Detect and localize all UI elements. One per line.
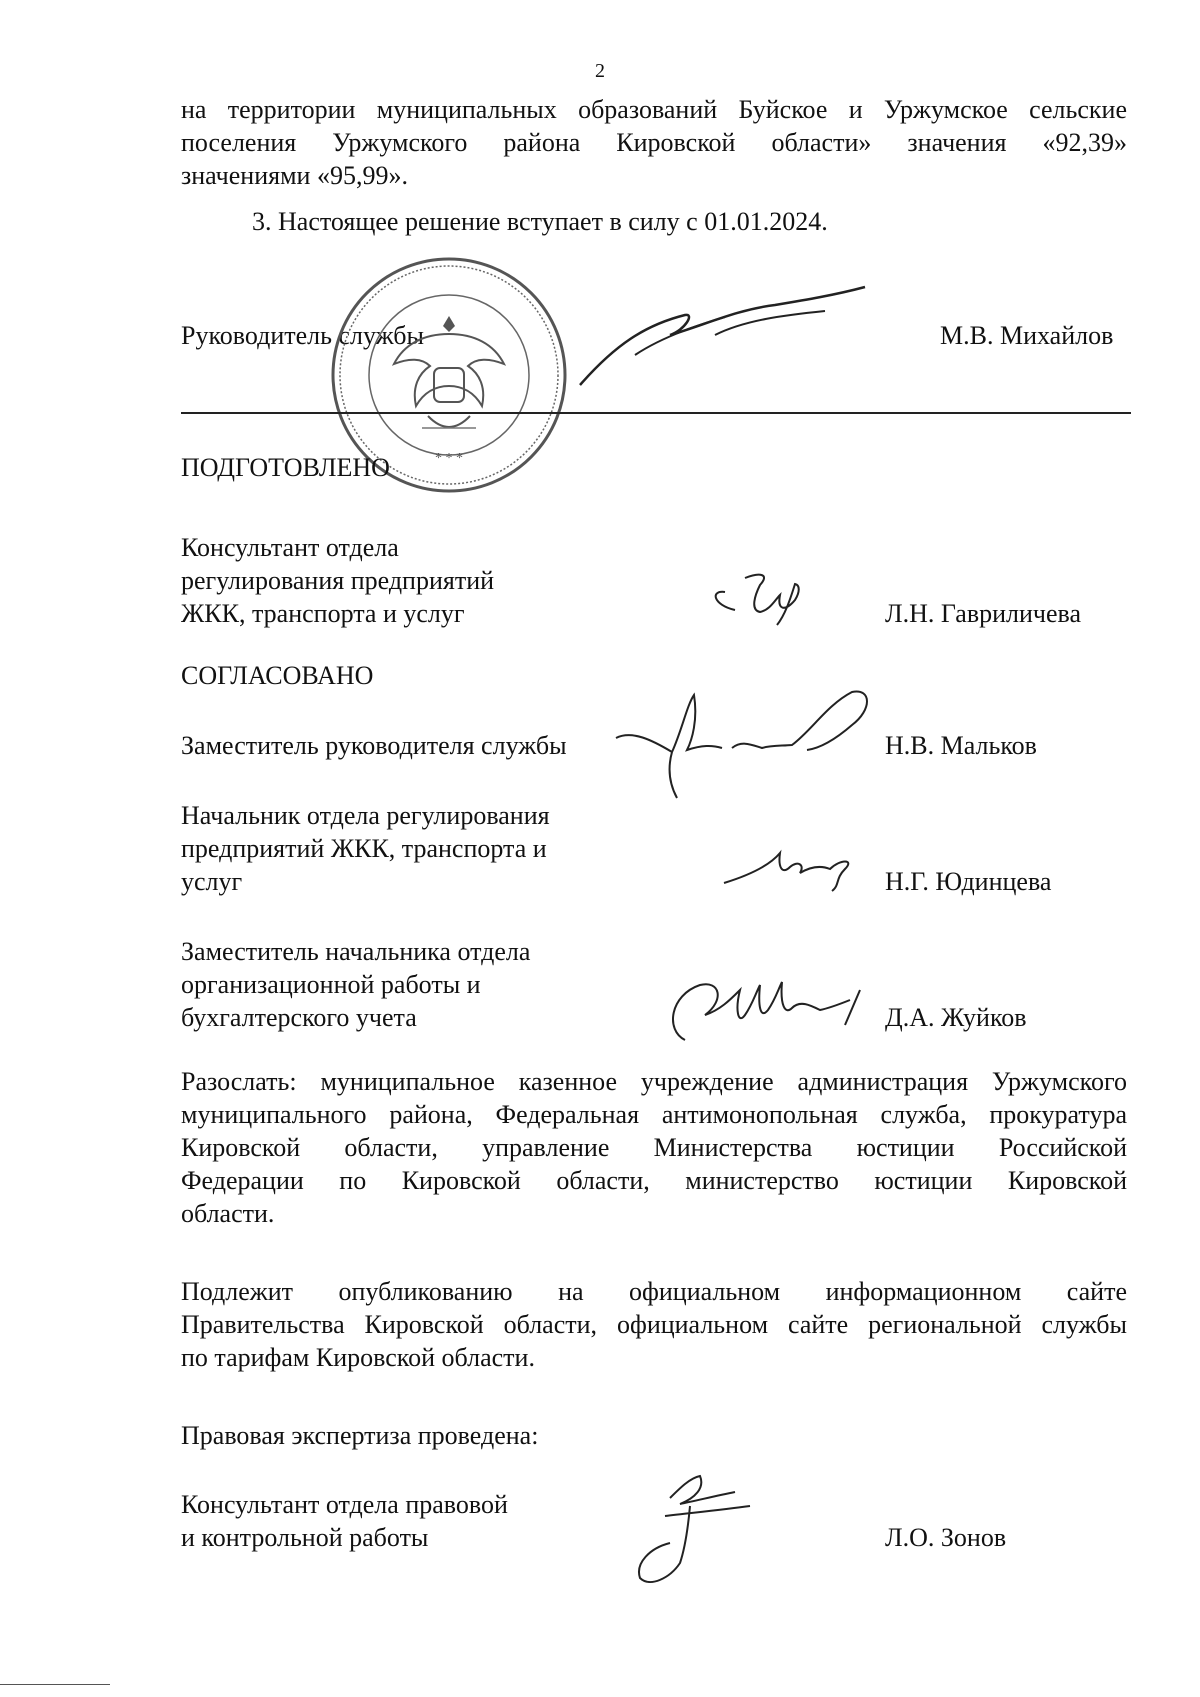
head-name: М.В. Михайлов [940, 321, 1114, 350]
prepared-position-line-3: ЖКК, транспорта и услуг [181, 599, 465, 628]
signer-2-signature [720, 845, 860, 895]
signer-3-signature [660, 970, 890, 1045]
head-title: Руководитель службы [181, 321, 424, 350]
legal-name: Л.О. Зонов [885, 1523, 1007, 1552]
prepared-position-line-1: Консультант отдела [181, 533, 399, 562]
signer-3-position-line-3: бухгалтерского учета [181, 1003, 417, 1032]
publication-line-2: Правительства Кировской области, официальном сайте региональной службы [181, 1310, 1127, 1339]
page-number: 2 [595, 60, 605, 82]
intro-line-2: поселения Уржумского района Кировской области» значения «92,39» [181, 128, 1127, 157]
legal-position-line-1: Консультант отдела правовой [181, 1490, 508, 1519]
signer-1-position-line-1: Заместитель руководителя службы [181, 731, 567, 760]
prepared-position-line-2: регулирования предприятий [181, 566, 495, 595]
svg-text:* * *: * * * [435, 451, 463, 466]
intro-line-3: значениями «95,99». [181, 161, 408, 190]
agreed-heading: СОГЛАСОВАНО [181, 661, 374, 690]
prepared-heading: ПОДГОТОВЛЕНО [181, 453, 390, 482]
signer-3-position-line-1: Заместитель начальника отдела [181, 937, 531, 966]
signer-3-position-line-2: организационной работы и [181, 970, 481, 999]
signer-3-name: Д.А. Жуйков [885, 1003, 1027, 1032]
signer-2-position-line-2: предприятий ЖКК, транспорта и [181, 834, 547, 863]
prepared-name: Л.Н. Гавриличева [885, 599, 1082, 628]
signer-1-signature [612, 690, 902, 800]
distribution-line-4: Федерации по Кировской области, министерство юстиции Кировской [181, 1166, 1127, 1195]
distribution-line-1: Разослать: муниципальное казенное учреждение администрация Уржумского [181, 1067, 1127, 1096]
separator-line [181, 412, 1131, 414]
publication-line-3: по тарифам Кировской области. [181, 1343, 535, 1372]
prepared-signature [705, 570, 835, 630]
legal-position-line-2: и контрольной работы [181, 1523, 429, 1552]
publication-line-1: Подлежит опубликованию на официальном информационном сайте [181, 1277, 1127, 1306]
distribution-line-5: области. [181, 1199, 275, 1228]
head-signature [575, 285, 895, 400]
signer-2-position-line-1: Начальник отдела регулирования [181, 801, 550, 830]
signer-2-position-line-3: услуг [181, 867, 243, 896]
distribution-line-2: муниципального района, Федеральная антимонопольная служба, прокуратура [181, 1100, 1127, 1129]
footer-rule [0, 1684, 110, 1685]
legal-signature [620, 1468, 770, 1593]
signer-1-name: Н.В. Мальков [885, 731, 1037, 760]
distribution-line-3: Кировской области, управление Министерства юстиции Российской [181, 1133, 1127, 1162]
clause-3: 3. Настоящее решение вступает в силу с 01.01.2024. [252, 207, 828, 236]
signer-2-name: Н.Г. Юдинцева [885, 867, 1052, 896]
legal-heading: Правовая экспертиза проведена: [181, 1421, 539, 1450]
intro-line-1: на территории муниципальных образований Буйское и Уржумское сельские [181, 95, 1127, 124]
